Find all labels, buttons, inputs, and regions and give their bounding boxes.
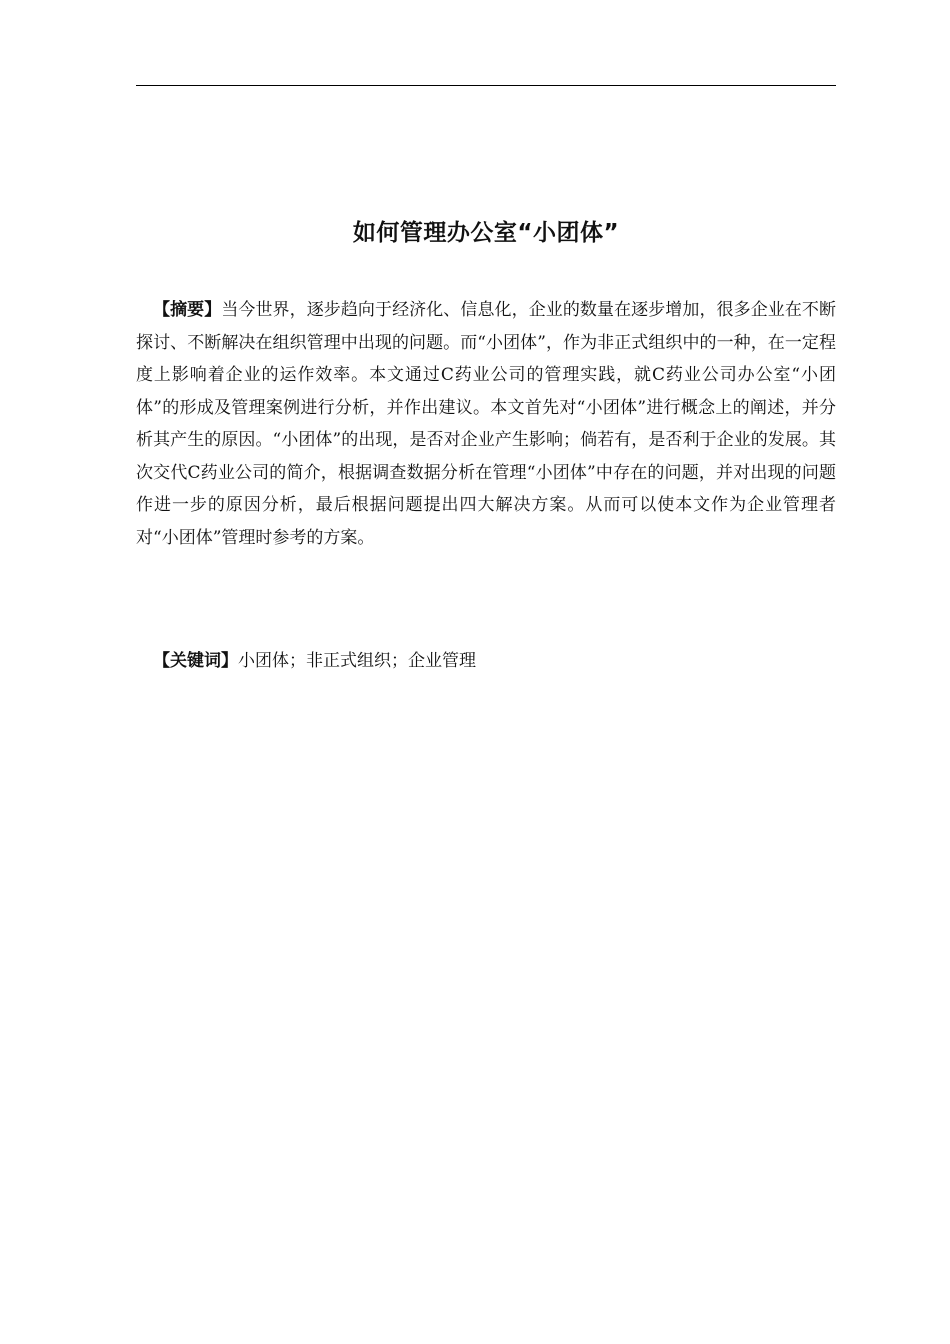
abstract-label: 【摘要】 xyxy=(153,300,222,320)
header-rule xyxy=(136,85,836,86)
document-title: 如何管理办公室“小团体” xyxy=(352,220,620,246)
keywords-paragraph xyxy=(153,645,836,678)
abstract-text: 当今世界，逐步趋向于经济化、信息化，企业的数量在逐步增加，很多企业在不断探讨、不断解决在组织管理中出现的问题。而“小团体”，作为非正式组织中的一种，在一定程度上影响着企业的运作效率。本文通过C药业公司的管理实践，就C药业公司办公室“小团体”的形成及管理案例进行分析，并作出建议。本文首先对“小团体”进行概念上的阐述，并分析其产生的原因。“小团体”的出现，是否对企业产生影响；倘若有，是否利于企业的发展。其次交代C药业公司的简介，根据调查数据分析在管理“小团体”中存在的问题，并对出现的问题作进一步的原因分析，最后根据问题提出四大解决方案。从而可以使本文作为企业管理者对“小团体”管理时参考的方案。 xyxy=(136,300,837,548)
keywords-label: 【关键词】 xyxy=(153,651,238,671)
keywords-text: 小团体；非正式组织；企业管理 xyxy=(238,651,476,671)
abstract-paragraph xyxy=(136,294,836,554)
